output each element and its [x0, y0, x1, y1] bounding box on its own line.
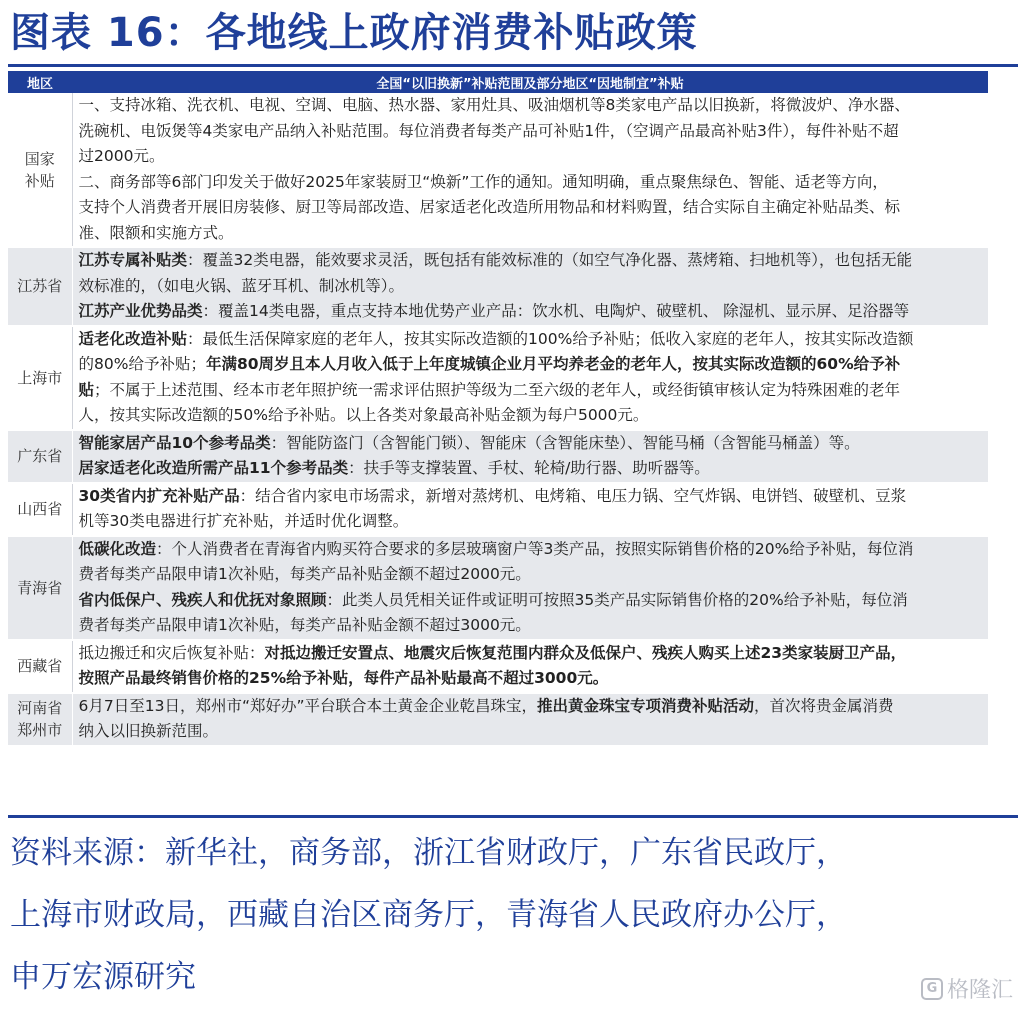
policy-content-cell	[72, 483, 988, 536]
policy-line	[79, 456, 985, 482]
region-cell: 国家 补贴	[8, 93, 72, 247]
policy-line	[79, 694, 985, 720]
policy-line	[79, 537, 985, 563]
policy-text: 费者每类产品限申请1次补贴，每类产品补贴金额不超过2000元。	[78, 565, 531, 583]
policy-line	[79, 119, 985, 145]
policy-highlight-text: 智能家居产品10个参考品类	[78, 433, 271, 452]
region-cell: 河南省 郑州市	[8, 693, 72, 746]
policy-content-cell	[72, 536, 988, 640]
policy-text: ，首次将贵金属消费	[754, 696, 894, 715]
policy-highlight-text: 江苏专属补贴类	[78, 251, 188, 269]
policy-text: ：最低生活保障家庭的老年人，按其实际改造额的100%给予补贴；低收入家庭的老年人，按其实际改造额	[187, 329, 914, 348]
policy-highlight-text: 适老化改造补贴	[78, 329, 188, 348]
policy-line	[79, 719, 985, 745]
policy-text: ：智能防盗门（含智能门锁）、智能床（含智能床垫）、智能马桶（含智能马桶盖）等。	[270, 433, 860, 452]
table-row	[8, 640, 988, 693]
policy-content-cell	[72, 247, 988, 326]
policy-text: ：扶手等支撑装置、手杖、轮椅/助行器、助听器等。	[348, 459, 710, 477]
policy-line	[79, 562, 985, 588]
policy-line	[79, 509, 985, 535]
table-row	[8, 93, 988, 247]
policy-line	[79, 666, 985, 692]
policy-highlight-text: 低碳化改造	[78, 539, 157, 558]
policy-text: 过2000元。	[78, 147, 165, 165]
policy-line	[79, 170, 985, 196]
policy-text: ：覆盖14类电器，重点支持本地优势产业产品：饮水机、电陶炉、破壁机、 除湿机、显示屏、足浴器等	[202, 302, 910, 320]
policy-highlight-text: 居家适老化改造所需产品11个参考品类	[78, 459, 349, 477]
policy-line	[79, 641, 985, 667]
title-divider	[8, 64, 1018, 67]
policy-line	[79, 144, 985, 170]
policy-line	[79, 274, 985, 300]
policy-content-cell	[72, 326, 988, 430]
policy-line	[79, 588, 985, 614]
policy-line	[79, 221, 985, 247]
policy-text: ：此类人员凭相关证件或证明可按照35类产品实际销售价格的20%给予补贴，每位消	[326, 590, 908, 609]
watermark	[921, 973, 1013, 1004]
policy-line	[79, 378, 985, 404]
policy-content-cell	[72, 430, 988, 483]
region-cell: 广东省	[8, 430, 72, 483]
policy-line	[79, 327, 985, 353]
region-cell: 西藏省	[8, 640, 72, 693]
policy-highlight-text: 按照产品最终销售价格的25%给予补贴，每件产品补贴最高不超过3000元。	[78, 669, 609, 687]
table-row	[8, 693, 988, 746]
policy-text: 的80%给予补贴；	[78, 355, 206, 373]
policy-text: ：结合省内家电市场需求，新增对蒸烤机、电烤箱、电压力锅、空气炸锅、电饼铛、破壁机、豆浆	[239, 486, 907, 505]
source-line-2: 上海市财政局，西藏自治区商务厅，青海省人民政府办公厅，	[10, 897, 847, 933]
policy-text: 效标准的，（如电火锅、蓝牙耳机、制冰机等）。	[78, 276, 405, 295]
policy-line	[79, 484, 985, 510]
policy-content-cell	[72, 693, 988, 746]
table-row	[8, 326, 988, 430]
watermark-text: 格隆汇	[946, 978, 1013, 1003]
table-row	[8, 536, 988, 640]
policy-text: 准、限额和实施方式。	[78, 223, 234, 242]
policy-line	[79, 352, 985, 378]
policy-highlight-text: 对抵边搬迁安置点、地震灾后恢复范围内群众及低保户、残疾人购买上述23类家装厨卫产品，	[264, 643, 907, 662]
policy-text: 抵边搬迁和灾后恢复补贴：	[78, 643, 265, 662]
policy-highlight-text: 30类省内扩充补贴产品	[78, 486, 240, 505]
policy-text: 人，按其实际改造额的50%给予补贴。以上各类对象最高补贴金额为每户5000元。	[78, 406, 649, 424]
policy-line	[79, 299, 985, 325]
policy-highlight-text: 省内低保户、残疾人和优抚对象照顾	[78, 590, 327, 609]
policy-content-cell	[72, 640, 988, 693]
policy-line	[79, 93, 985, 119]
table-row	[8, 247, 988, 326]
policy-line	[79, 248, 985, 274]
policy-highlight-text: 推出黄金珠宝专项消费补贴活动	[537, 696, 755, 715]
policy-line	[79, 431, 985, 457]
policy-table-body	[8, 93, 988, 746]
table-row	[8, 430, 988, 483]
policy-highlight-text: 年满80周岁且本人月收入低于上年度城镇企业月平均养老金的老年人，按其实际改造额的60%给予补	[205, 355, 901, 373]
policy-line	[79, 195, 985, 221]
policy-text: 纳入以旧换新范围。	[78, 722, 219, 740]
policy-text: 支持个人消费者开展旧房装修、厨卫等局部改造、居家适老化改造所用物品和材料购置，结合实际自主确定补贴品类、标	[78, 198, 901, 216]
policy-text: 洗碗机、电饭煲等4类家电产品纳入补贴范围。每位消费者每类产品可补贴1件，（空调产品最高补贴3件），每件补贴不超	[78, 121, 899, 140]
policy-text: 二、商务部等6部门印发关于做好2025年家装厨卫“焕新”工作的通知。通知明确，重点聚焦绿色、智能、适老等方向，	[78, 172, 888, 191]
watermark-logo-icon: G	[921, 978, 943, 1000]
table-row	[8, 483, 988, 536]
header-content: 全国“以旧换新”补贴范围及部分地区“因地制宜”补贴	[72, 71, 988, 93]
source-line-1: 资料来源：新华社，商务部，浙江省财政厅，广东省民政厅，	[10, 835, 847, 871]
policy-table	[8, 71, 988, 747]
source-line-3: 申万宏源研究	[10, 959, 196, 995]
footer-divider	[8, 815, 1018, 818]
region-cell: 山西省	[8, 483, 72, 536]
policy-line	[79, 613, 985, 639]
policy-text: ：个人消费者在青海省内购买符合要求的多层玻璃窗户等3类产品，按照实际销售价格的20%给予补贴，每位消	[156, 539, 914, 558]
region-cell: 上海市	[8, 326, 72, 430]
policy-text: ；不属于上述范围、经本市老年照护统一需求评估照护等级为二至六级的老年人，或经街镇审核认定为特殊困难的老年	[94, 380, 901, 399]
policy-highlight-text: 贴	[78, 380, 95, 399]
policy-line	[79, 403, 985, 429]
policy-text: 费者每类产品限申请1次补贴，每类产品补贴金额不超过3000元。	[78, 616, 531, 634]
policy-highlight-text: 江苏产业优势品类	[78, 302, 203, 320]
policy-text: 一、支持冰箱、洗衣机、电视、空调、电脑、热水器、家用灶具、吸油烟机等8类家电产品以旧换新，将微波炉、净水器、	[78, 96, 910, 114]
policy-text: 6月7日至13日，郑州市“郑好办”平台联合本土黄金企业乾昌珠宝，	[78, 696, 538, 715]
policy-text: 机等30类电器进行扩充补贴，并适时优化调整。	[78, 512, 409, 530]
header-region: 地区	[8, 71, 72, 93]
policy-content-cell	[72, 93, 988, 247]
table-header-row	[8, 71, 988, 93]
region-cell: 青海省	[8, 536, 72, 640]
region-cell: 江苏省	[8, 247, 72, 326]
page-title: 图表 16：各地线上政府消费补贴政策	[10, 10, 698, 56]
policy-text: ：覆盖32类电器，能效要求灵活，既包括有能效标准的（如空气净化器、蒸烤箱、扫地机等），也包括无能	[187, 251, 912, 269]
